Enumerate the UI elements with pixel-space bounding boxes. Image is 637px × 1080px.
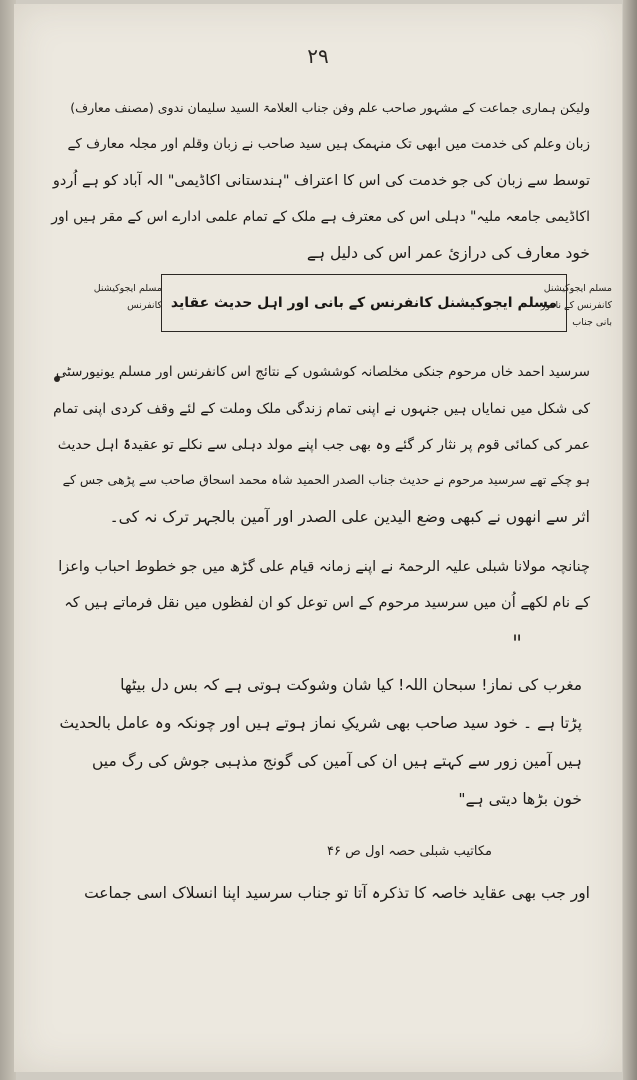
paragraph-1-line-2: زبان وعلم کی خدمت میں ابھی تک منہمک ہیں سید صاحب نے زبان وقلم اور مجلہ معارف کے bbox=[67, 136, 590, 152]
paragraph-2-line-3: عمر کی کمائی قوم پر نثار کر گئے وہ بھی جب اپنے مولد دہلی سے نکلے تو عقیدۃً اہل حدیث bbox=[57, 437, 590, 453]
quote-line-2: پڑتا ہے ۔ خود سید صاحب بھی شریکِ نماز ہوتے ہیں اور چونکہ وہ عامل بالحدیث bbox=[59, 714, 582, 732]
scan-edge-right bbox=[623, 0, 637, 1080]
book-page bbox=[14, 4, 622, 1072]
paragraph-1-line-5: خود معارف کی درازیٔ عمر اس کی دلیل ہے bbox=[306, 244, 590, 262]
opening-quote-marks: " bbox=[512, 632, 523, 657]
paragraph-1-line-3: توسط سے زبان کی جو خدمت کی اس کا اعتراف "ہندستانی اکاڈیمی" الہ آباد کو ہے اُردو bbox=[52, 173, 590, 189]
paragraph-2-line-1: سرسید احمد خاں مرحوم جنکی مخلصانہ کوششوں کے نتائج اس کانفرنس اور مسلم یونیورسٹی bbox=[55, 364, 590, 380]
quote-source: مکاتیب شبلی حصہ اول ص ۴۶ bbox=[327, 844, 492, 859]
paragraph-4-line-1: اور جب بھی عقاید خاصہ کا تذکرہ آتا تو جناب سرسید اپنا انسلاک اسی جماعت bbox=[84, 884, 590, 902]
side-note-heading: مسلم ایجوکیشنل کانفرنس bbox=[93, 283, 162, 311]
paragraph-2-line-2: کی شکل میں نمایاں ہیں جنہوں نے اپنی تمام زندگی ملک وملت کے لئے وقف کردی اپنی تمام bbox=[53, 401, 590, 417]
side-note-margin: مسلم ایجوکیشنل کانفرنس کے نامور بانی جناب bbox=[540, 283, 612, 328]
paragraph-2-line-4: ہو چکے تھے سرسید مرحوم نے حدیث جناب الصدر الحمید شاہ محمد اسحاق صاحب سے پڑھی جس کے bbox=[62, 472, 590, 487]
quote-line-4: خون بڑھا دیتی ہے" bbox=[458, 790, 582, 808]
quote-line-3: ہیں آمین زور سے کہتے ہیں ان کی آمین کی گونج مذہبی جوش کی رگ میں bbox=[92, 752, 582, 770]
page-number: ۲۹ bbox=[307, 44, 329, 68]
paragraph-1-line-1: ولیکن ہماری جماعت کے مشہور صاحب علم وفن جناب العلامۃ السید سلیمان ندوی (مصنف معارف) bbox=[70, 100, 590, 115]
paragraph-3-line-1: چنانچہ مولانا شبلی علیہ الرحمۃ نے اپنے زمانہ قیام علی گڑھ میں جو خطوط احباب واعزا bbox=[58, 559, 590, 575]
paragraph-3-line-2: کے نام لکھے اُن میں سرسید مرحوم کے اس توعل کو ان لفظوں میں نقل فرماتے ہیں کہ bbox=[64, 595, 590, 611]
paragraph-1-line-4: اکاڈیمی جامعہ ملیہ" دہلی اس کی معترف ہے ملک کے تمام علمی ادارے اس کے مقر ہیں اور bbox=[51, 209, 590, 225]
paragraph-2-line-5: اثر سے انھوں نے کبھی وضع الیدین علی الصدر اور آمین بالجہر ترک نہ کی۔ bbox=[109, 508, 590, 526]
quote-line-1: مغرب کی نماز! سبحان اللہ! کیا شان وشوکت ہوتی ہے کہ بس دل بیٹھا bbox=[120, 676, 582, 694]
section-heading: مسلم ایجوکیشنل کانفرنس کے بانی اور اہل حدیث عقاید bbox=[170, 295, 558, 311]
section-heading-box bbox=[161, 274, 567, 332]
